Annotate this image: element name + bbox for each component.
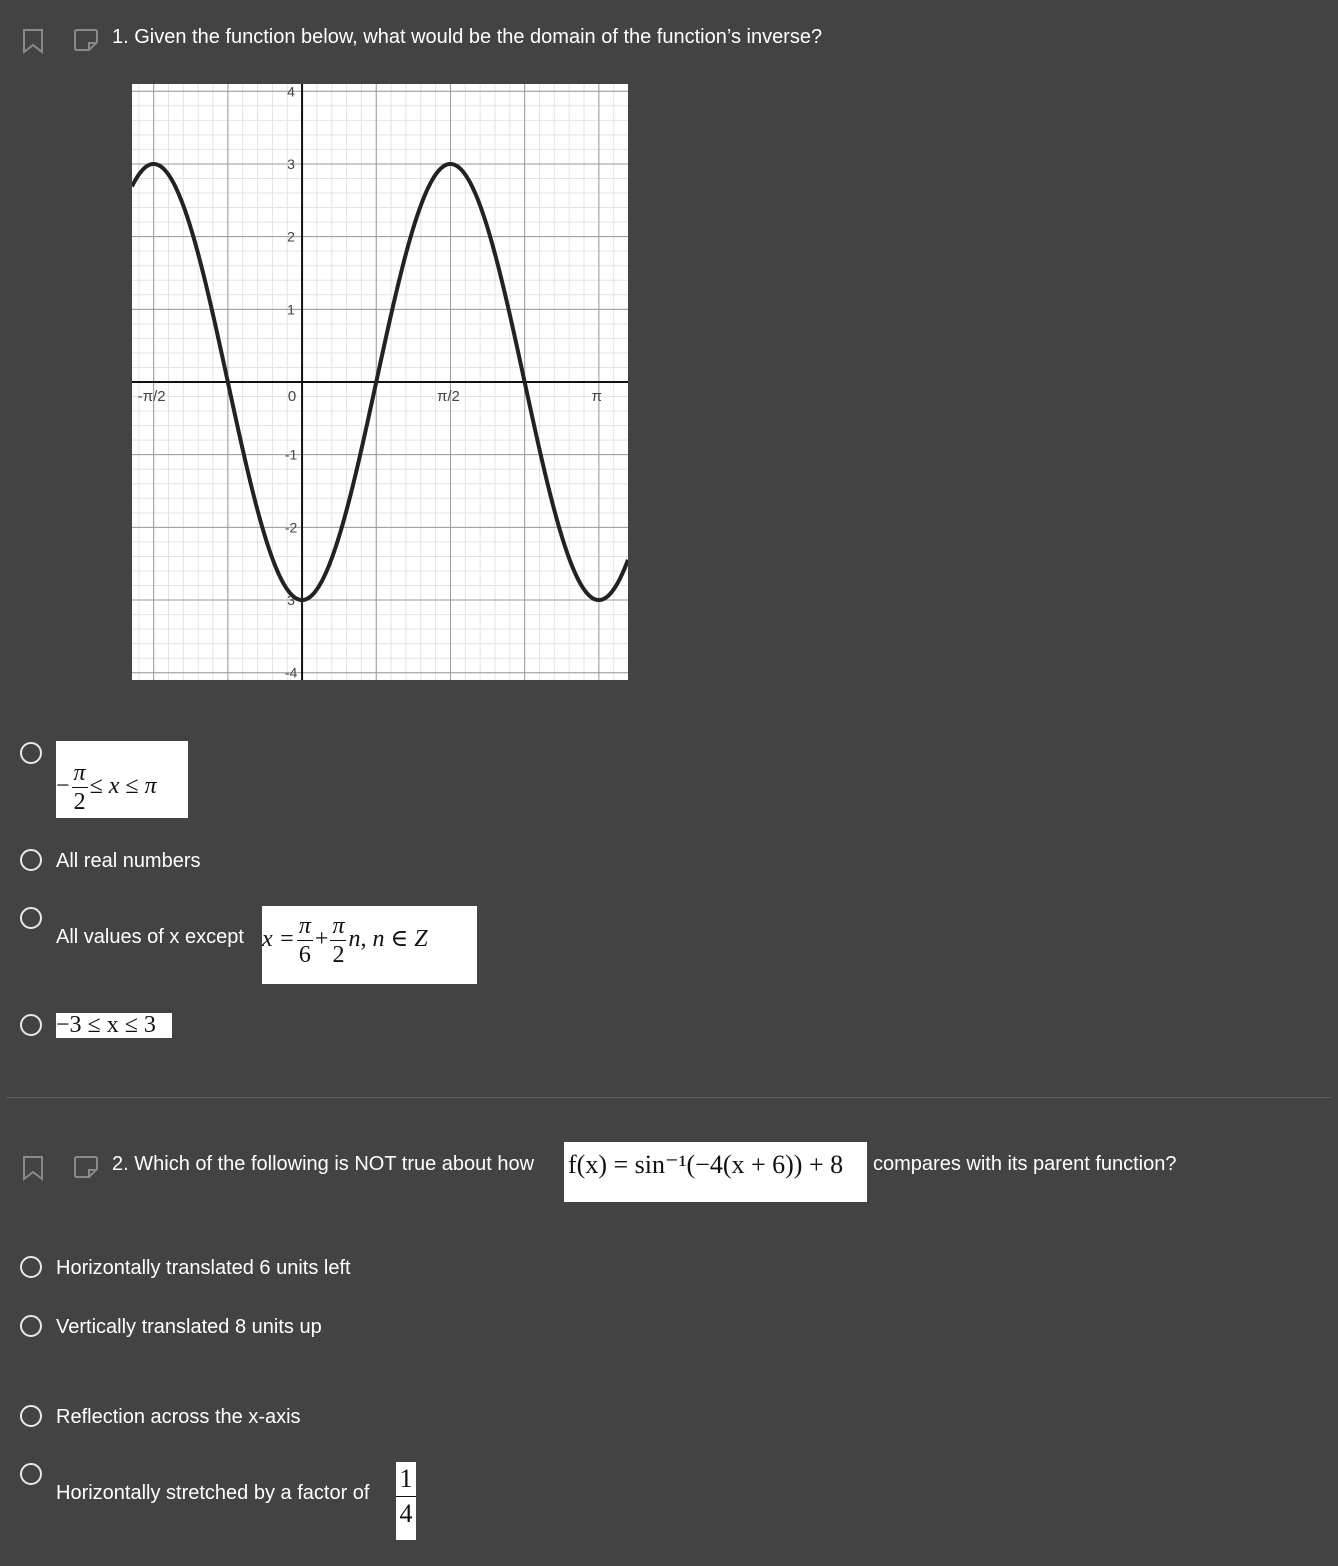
q1-option-4-math: −3 ≤ x ≤ 3 (56, 1013, 172, 1038)
q2-option-4-fraction: 1 4 (396, 1462, 416, 1540)
question-1-number: 1. (112, 26, 129, 48)
y-tick-label: 4 (287, 84, 295, 100)
q2-option-3-radio[interactable] (20, 1405, 42, 1427)
q2-option-2-radio[interactable] (20, 1315, 42, 1337)
question-2-text: 2. Which of the following is NOT true about how (112, 1153, 535, 1175)
question-2-text-end: compares with its parent function? (873, 1153, 1177, 1175)
q2-option-1-label: Horizontally translated 6 units left (56, 1257, 351, 1279)
q2-option-4-radio[interactable] (20, 1463, 42, 1485)
bookmark-icon[interactable] (22, 28, 44, 54)
y-tick-label: 2 (287, 228, 295, 245)
x-tick-label: 0 (287, 388, 297, 405)
x-tick-label: π/2 (437, 388, 460, 405)
q1-option-3-label: All values of x except (56, 926, 244, 948)
note-icon[interactable] (73, 28, 99, 52)
q1-option-1-radio[interactable] (20, 742, 42, 764)
q2-option-2-label: Vertically translated 8 units up (56, 1316, 322, 1338)
q1-option-4-radio[interactable] (20, 1014, 42, 1036)
question-2-number: 2. (112, 1153, 129, 1175)
q1-option-3-math: x = $\frac{\pi}{6}$ + $\frac{\pi}{2}$ n, n ∈ Z (262, 906, 477, 984)
bookmark-icon[interactable] (22, 1155, 44, 1181)
question-1-text: 1. Given the function below, what would be the domain of the function’s inverse? (112, 26, 823, 48)
y-tick-label: 3 (287, 155, 295, 172)
q1-option-2-radio[interactable] (20, 849, 42, 871)
question-divider (6, 1097, 1332, 1098)
y-tick-label: 3 (287, 592, 295, 609)
function-graph (132, 84, 628, 680)
q1-option-1-expression: − $\frac{\pi}{2}$ ≤ x ≤ π (56, 760, 157, 815)
y-tick-label: -2 (284, 519, 298, 536)
note-icon[interactable] (73, 1155, 99, 1179)
q2-option-4-label: Horizontally stretched by a factor of (56, 1482, 370, 1504)
y-tick-label: -1 (284, 446, 298, 463)
q2-formula: f(x) = sin⁻¹(−4(x + 6)) + 8 (564, 1142, 867, 1202)
x-tick-label: π (591, 388, 603, 405)
y-tick-label: -4 (284, 664, 298, 680)
y-tick-label: 1 (287, 301, 295, 318)
q2-option-3-label: Reflection across the x-axis (56, 1406, 301, 1428)
q1-option-3-radio[interactable] (20, 907, 42, 929)
q1-option-2-label: All real numbers (56, 850, 201, 872)
x-tick-label: -π/2 (137, 388, 166, 405)
q2-option-1-radio[interactable] (20, 1256, 42, 1278)
q1-option-1-math (56, 741, 188, 818)
